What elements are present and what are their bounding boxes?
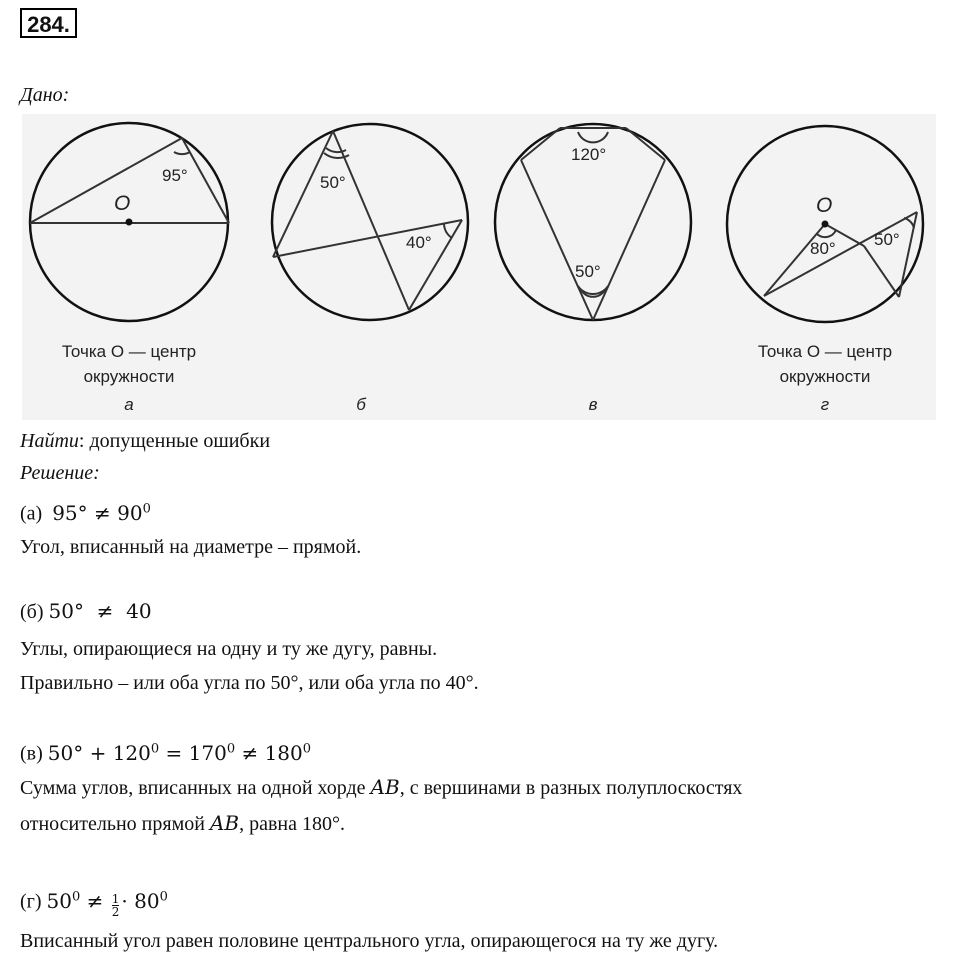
caption-a-line2: окружности [83, 367, 175, 386]
item-b-formula: (б) 50° ≠ 40 [20, 599, 152, 623]
item-g-label: (г) [20, 890, 42, 913]
item-v-explanation-1: Сумма углов, вписанных на одной хорде AB, с вершинами в разных полуплоскостях [20, 775, 743, 799]
solution-line: Решение: [20, 462, 100, 484]
letter-b: б [356, 395, 366, 414]
item-v-formula: (в) $50^\circ + 120^0 = 170^0 \ne 180^0$ [20, 740, 312, 765]
caption-a-line1: Точка O — центр [61, 342, 197, 361]
letter-a: а [124, 395, 134, 414]
item-a-formula: (а) $95^\circ \ne 90^0$ [20, 500, 151, 525]
given-line: Дано: [20, 84, 70, 106]
item-v-label: (в) [20, 742, 43, 765]
caption-g-line2: окружности [779, 367, 871, 386]
angle-label-b2: 40° [406, 233, 432, 252]
angle-label-a: 95° [162, 166, 188, 185]
figure-panel [22, 114, 936, 420]
find-text: допущенные ошибки [89, 430, 271, 452]
circles-figure [22, 114, 936, 420]
item-a-explanation: Угол, вписанный на диаметре – прямой. [20, 536, 362, 558]
item-b-explanation-2: Правильно – или оба угла по 50°, или оба угла по 40°. [20, 672, 479, 694]
solution-label: Решение [20, 462, 94, 484]
angle-label-g1: 80° [810, 239, 836, 258]
item-b-label: (б) [20, 601, 44, 623]
circle-b [272, 124, 468, 320]
angle-label-v1: 120° [571, 145, 607, 164]
given-label: Дано [20, 84, 63, 106]
angle-label-g2: 50° [874, 230, 900, 249]
center-label-g: O [816, 194, 833, 217]
letter-g: г [820, 395, 830, 414]
item-a-label: (а) [20, 502, 43, 525]
angle-label-v2: 50° [575, 262, 601, 281]
letter-v: в [588, 395, 598, 414]
item-v-explanation-2: относительно прямой AB, равна 180°. [20, 811, 345, 835]
item-g-explanation: Вписанный угол равен половине центрального угла, опирающегося на ту же дугу. [20, 930, 719, 952]
find-label: Найти [20, 430, 79, 452]
item-g-formula: (г) $50^0$ ≠ $\frac{1}{2}$ · $80^0$ [20, 888, 168, 919]
find-line: Найти: допущенные ошибки [20, 430, 271, 452]
caption-g-line1: Точка O — центр [757, 342, 893, 361]
angle-label-b1: 50° [320, 173, 346, 192]
problem-number: 284. [20, 8, 77, 38]
item-b-explanation-1: Углы, опирающиеся на одну и ту же дугу, равны. [20, 638, 438, 660]
center-label-a: O [114, 192, 131, 215]
